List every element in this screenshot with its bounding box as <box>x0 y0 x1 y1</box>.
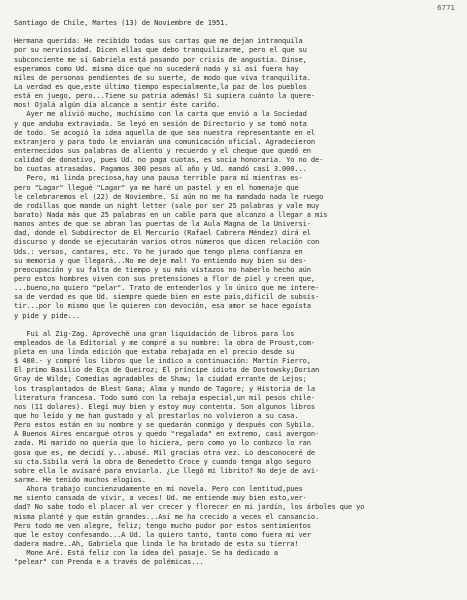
letter-line: de rodillas que mande un night letter (sale por ser 25 palabras y vale muy <box>14 200 320 210</box>
letter-line: discurso y donde se ejecutarán varios otros números que dicen relación con <box>14 237 320 247</box>
letter-line: Santiago de Chile, Martes (13) de Noviembre de 1951. <box>14 18 229 27</box>
letter-line: sarme. He tenido muchos elogios. <box>14 475 146 485</box>
letter-line: pero "Lagar" llegué "Lagar" ya me haré un pastel y en el homenaje que <box>14 182 299 192</box>
letter-line: pero estos hombres viven con sus pretensiones a flor de piel y creen que, <box>14 273 315 283</box>
letter-line: El primo Basilio de Eça de Queiroz; El príncipe idiota de Dostowsky;Dorian <box>14 365 320 375</box>
letter-line: subconciente me sí Gabriela está pasando por crisis de angustia. Dinse, <box>14 54 307 64</box>
letter-line: que le estoy confesando...A Ud. la quiero tanto, tanto como fuera mi ver <box>14 529 311 539</box>
letter-line: preocupación y su falta de tiempo y su más vistazos no haberlo hecho aún <box>14 264 311 274</box>
letter-line: Pero todo me ven alegre, feliz; tengo mucho pudor por estos sentimientos <box>14 520 311 530</box>
letter-line: gosa que es, me decidí y...abusé. Mil gracias otra vez. Lo desconoceré de <box>14 447 315 457</box>
letter-line: zada. Mi marido no quería que lo hiciera, pero como yo lo conbzco lo ran <box>14 438 311 448</box>
letter-line: dadera madre..Ah, Gabriela que linda le ha brotado de esta su tierra! <box>14 539 299 549</box>
archive-number: 6771 <box>437 4 455 12</box>
letter-line: su memoria y que llegará...No me deje mal! Yo entiendo muy bien su des- <box>14 255 307 265</box>
letter-line: miles de personas pendientes de su suerte, de modo que viva tranquilita. <box>14 72 311 82</box>
letter-line: Ayer me alivió mucho, muchísimo con la carta que envió a la Sociedad <box>14 109 307 119</box>
letter-line: por su nerviosidad. Dicen ellas que debo tranquilizarme, pero el que su <box>14 45 307 55</box>
letter-line: "pelear" con Prenda e a través de polémicas... <box>14 557 204 567</box>
letter-line: y que anduba extraviada. Se leyó en sesión de Directorio y se tomó nota <box>14 118 307 128</box>
letter-line: mos! Ojalá algún día alcance a sentir éste cariño. <box>14 100 221 110</box>
letter-line: de todo. Se acogió la idea aquella de que sea nuestra representante en el <box>14 127 315 137</box>
letter-line: su cta.Sibila verá la obra de Benedetto Croce y cuando tenga algo seguro <box>14 456 311 466</box>
letter-line: La verdad es que,este último tiempo especialmente,la paz de los pueblos <box>14 81 307 91</box>
letter-line: barato) Nada más que 25 palabras en un cable para que alcanzo a llegar a mis <box>14 209 328 219</box>
letter-line <box>14 27 460 36</box>
letter-line: Hermana querida: He recibido todas sus cartas que me dejan intranquila <box>14 36 303 46</box>
letter-line: dad? No sabe todo el placer al ver crecer y florecer en mi jardín, los árboles que yo <box>14 502 365 512</box>
letter-line: calidad de donativo, pues Ud. no paga cuotas, es socia honoraria. Yo no de- <box>14 155 324 165</box>
letter-line: nos (11 dolares). Elegí muy bien y estoy muy contenta. Son algunos libros <box>14 401 315 411</box>
letter-line: Ahora trabajo concienzudamente en mi novela. Pero con lentitud,pues <box>14 484 303 494</box>
letter-line: ...bueno,no quiero "pelar". Trato de entenderlos y lo único que me intere- <box>14 283 320 293</box>
letter-body <box>14 18 460 566</box>
letter-line: está en juego, pero...Tiene su patria además! Si supiera cuánto la quere- <box>14 91 315 101</box>
letter-line <box>14 320 460 329</box>
letter-line: Fui al Zig-Zag. Aproveché una gran liquidación de libros para los <box>14 328 295 338</box>
letter-line: Pero, mi linda preciosa,hay una pausa terrible para mí mientras es- <box>14 173 303 183</box>
letter-line: pleta en una linda edición que estaba rebajada en el precio desde su <box>14 347 295 357</box>
letter-line: me siento cansada de vivir, a veces! Ud. me entiende muy bien esto,ver- <box>14 493 307 503</box>
letter-line: Uds.: versos, cantares, etc. Yo he jurado que tengo plena confianza en <box>14 246 303 256</box>
letter-line: que ho leído y me han gustado y al prestarlos no volvieron a su casa. <box>14 411 299 421</box>
letter-line: esperamos como Ud. misma dice que no sucederá nada y si así fuera hay <box>14 63 299 73</box>
letter-line: Gray de Wilde; Comedias agradables de Shaw; la ciudad errante de Lejos; <box>14 374 307 384</box>
letter-line: tir...por lo mismo que le quieren con devoción, esa amor se hace egoísta <box>14 301 311 311</box>
letter-line: misma planté y que están grandes...Así me ha crecido a veces el cansancio. <box>14 511 320 521</box>
letter-line: $ 480.- y compré los libros que le indico a continuación: Martín Fierro, <box>14 356 311 366</box>
letter-line: sa de verdad es que Ud. siempre quede bien en este país,difícil de subsis- <box>14 292 320 302</box>
letter-line: extranjero y para todo le enviarán una comunicación oficial. Agradecieron <box>14 136 315 146</box>
letter-line: Mone Aré. Está feliz con la idea del pasaje. Se ha dedicado a <box>14 548 278 558</box>
letter-line: bo cuotas atrasadas. Pagamos 300 pesos al año y Ud. mandó casi 3.000... <box>14 164 307 174</box>
letter-line: A Buenos Aires encargué otros y quedo "regalada" en extremo, casi avergon- <box>14 429 320 439</box>
letter-line: empleados de la Editorial y me compré a su nombre: la obra de Proust,com- <box>14 337 315 347</box>
letter-line: dad, donde el Subdirector de El Mercurio (Rafael Cabrera Méndez) dirá el <box>14 228 311 238</box>
letter-line: sobre ella le avisaré para enviarla. ¿Le llegó mi librito? No deje de avi- <box>14 465 320 475</box>
letter-line: le celebraremos el (22) de Noviembre. Sí aún no me ha mandado nada le ruego <box>14 191 324 201</box>
letter-line: Pero estos están en su nombre y se quedarán conmigo y después con Sybila. <box>14 420 315 430</box>
letter-line: manos antes de que se abran las puertas de la Aula Magna de la Universi- <box>14 219 311 229</box>
letter-line: y pide y pide... <box>14 310 80 320</box>
letter-line: los trasplantados de Blest Gana; Alma y mundo de Tagore; y Historia de la <box>14 383 315 393</box>
letter-line: enternecidos sus palabras de aliento y recuerdo y el cheque que quedó en <box>14 145 311 155</box>
letter-line: literatura francesa. Todo sumó con la rebaja especial,un mil pesos chile- <box>14 392 315 402</box>
